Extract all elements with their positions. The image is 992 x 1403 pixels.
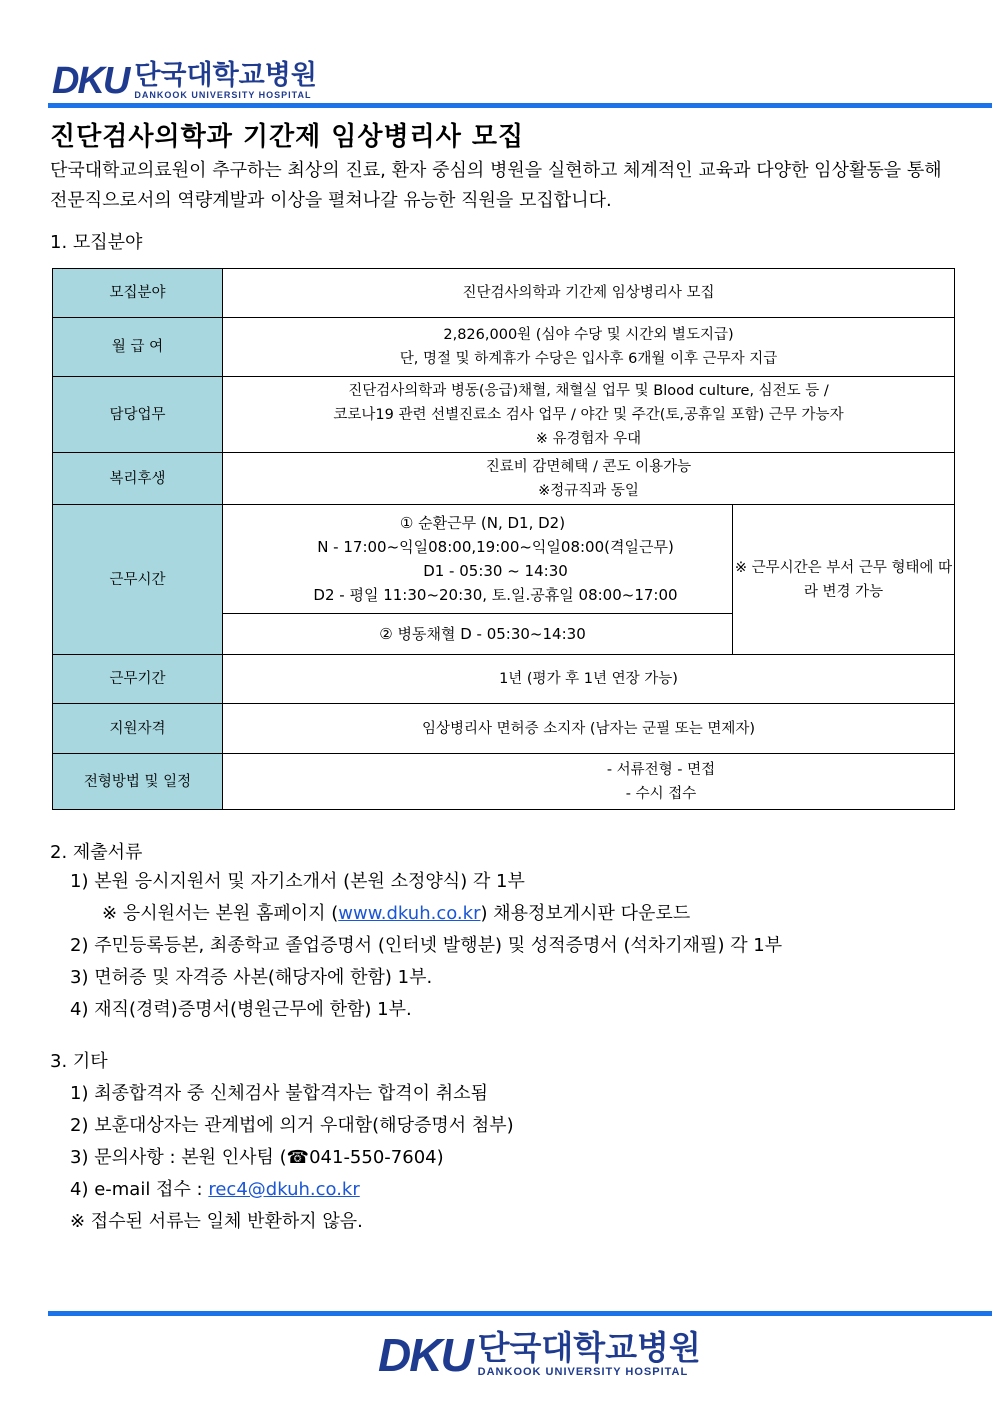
homepage-link[interactable]: www.dkuh.co.kr [338,903,481,924]
duties-preference: ※ 유경험자 우대 [535,430,642,447]
list-item: 2) 보훈대상자는 관계법에 의거 우대함(해당증명서 첨부) [70,1115,514,1136]
row-label-process: 전형방법 및 일정 [53,754,223,810]
row-value-field: 진단검사의학과 기간제 임상병리사 모집 [223,269,955,318]
intro-paragraph: 단국대학교의료원이 추구하는 최상의 진료, 환자 중심의 병원을 실현하고 체계적인 교육과 다양한 임상활동을 통해 전문직으로서의 역량계발과 이상을 펼쳐나갈 유능한 직원을 모집합니다. [50,160,942,211]
salary-note: 단, 명절 및 하계휴가 수당은 입사후 6개월 이후 근무자 지급 [399,351,778,367]
row-value-welfare [223,453,955,505]
list-item-note: ※ 접수된 서류는 일체 반환하지 않음. [70,1211,363,1232]
shift-n: N - 17:00~익일08:00,19:00~익일08:00(격일근무) [317,538,674,556]
welfare-line: 진료비 감면혜택 / 콘도 이용가능 [485,458,692,475]
shift-d1: D1 - 05:30 ~ 14:30 [423,562,568,580]
dku-logo-mark: DKU [378,1329,472,1381]
email-link[interactable]: rec4@dkuh.co.kr [208,1179,360,1200]
table-row [53,655,955,704]
hours-note: ※ 근무시간은 부서 근무 형태에 따라 변경 가능 [733,505,955,655]
table-row [53,377,955,453]
page-title: 진단검사의학과 기간제 임상병리사 모집 [50,122,525,152]
list-item-note: ※ 응시원서는 본원 홈페이지 (www.dkuh.co.kr) 채용정보게시판 다운로드 [102,903,691,924]
row-value-duties [223,377,955,453]
recruitment-table [52,268,955,810]
logo-english-name: DANKOOK UNIVERSITY HOSPITAL [477,1366,689,1378]
section3-heading: 3. 기타 [50,1051,108,1072]
row-label-qualification: 지원자격 [53,704,223,754]
footer-logo [378,1328,701,1381]
list-item: 2) 주민등록등본, 최종학교 졸업증명서 (인터넷 발행분) 및 성적증명서 (석차기재필) 각 1부 [70,935,783,956]
list-item: 4) e-mail 접수 : rec4@dkuh.co.kr [70,1179,360,1200]
row-value-period: 1년 (평가 후 1년 연장 가능) [223,655,955,704]
logo-text [134,62,317,100]
logo-text [477,1328,701,1378]
row-label-duties: 담당업무 [53,377,223,453]
submission-documents-list [70,866,782,1026]
list-item: 1) 본원 응시지원서 및 자기소개서 (본원 소정양식) 각 1부 [70,871,525,892]
row-label-salary: 월 급 여 [53,318,223,377]
table-row [53,269,955,318]
header-logo [52,62,317,100]
list-item: 3) 문의사항 : 본원 인사팀 (☎041-550-7604) [70,1147,444,1168]
process-line: - 서류전형 - 면접 [606,761,716,778]
row-label-welfare: 복리후생 [53,453,223,505]
process-line: - 수시 접수 [625,785,697,802]
row-label-period: 근무기간 [53,655,223,704]
other-notes-list [70,1078,514,1238]
logo-korean-name: 단국대학교병원 [477,1328,701,1367]
list-item: 4) 재직(경력)증명서(병원근무에 한함) 1부. [70,999,412,1020]
row-label-field: 모집분야 [53,269,223,318]
salary-amount: 2,826,000원 (심야 수당 및 시간외 별도지급) [443,327,734,343]
welfare-note: ※정규직과 동일 [538,482,639,499]
shift-title: ① 순환근무 (N, D1, D2) [399,514,566,532]
section1-heading: 1. 모집분야 [50,232,143,253]
shift-d2: D2 - 평일 11:30~20:30, 토.일.공휴일 08:00~17:00 [313,586,678,604]
list-item: 3) 면허증 및 자격증 사본(해당자에 한함) 1부. [70,967,433,988]
duties-line: 코로나19 관련 선별진료소 검사 업무 / 야간 및 주간(토,공휴일 포함) 근무 가능자 [333,406,844,423]
table-row [53,318,955,377]
table-row [53,505,955,614]
table-row [53,704,955,754]
logo-korean-name: 단국대학교병원 [134,60,317,91]
ward-shift: ② 병동채혈 D - 05:30~14:30 [223,614,733,655]
list-item: 1) 최종합격자 중 신체검사 불합격자는 합격이 취소됨 [70,1083,488,1104]
dku-logo-mark: DKU [52,60,129,102]
table-row [53,754,955,810]
footer-divider [48,1311,992,1316]
row-label-hours: 근무시간 [53,505,223,655]
row-value-process [223,754,955,810]
header-divider [48,103,992,108]
rotation-shift-cell [223,505,733,614]
section2-heading: 2. 제출서류 [50,842,143,863]
logo-english-name: DANKOOK UNIVERSITY HOSPITAL [134,90,312,100]
row-value-salary [223,318,955,377]
row-value-qualification: 임상병리사 면허증 소지자 (남자는 군필 또는 면제자) [223,704,955,754]
duties-line: 진단검사의학과 병동(응급)채혈, 채혈실 업무 및 Blood culture, 심전도 등 / [348,382,829,399]
table-row [53,453,955,505]
